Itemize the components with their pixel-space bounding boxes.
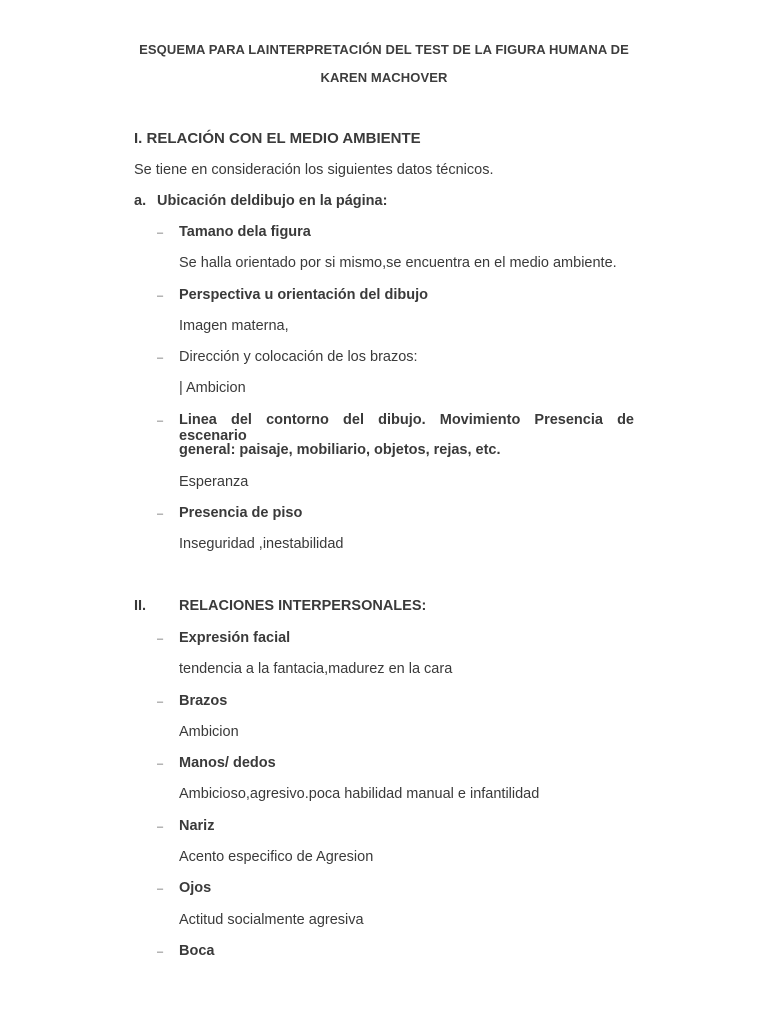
section-1-intro: Se tiene en consideración los siguientes datos técnicos. [134,162,494,178]
item-note: Esperanza [179,474,249,490]
item-label: Nariz [179,818,215,834]
item-note: Se halla orientado por si mismo,se encuentra en el medio ambiente. [179,255,617,271]
bullet-dash: – [157,290,164,302]
bullet-dash: – [157,508,164,520]
item-label: Manos/ dedos [179,755,276,771]
bullet-dash: – [157,696,164,708]
bullet-dash: – [157,352,164,364]
item-note: Acento especifico de Agresion [179,849,374,865]
item-note: Actitud socialmente agresiva [179,912,364,928]
item-label: Boca [179,943,215,959]
section-1-heading: I. RELACIÓN CON EL MEDIO AMBIENTE [134,130,421,147]
bullet-dash: – [157,883,164,895]
document-title-line-2: KAREN MACHOVER [320,70,448,85]
section-2-marker: II. [134,598,147,614]
bullet-dash: – [157,415,164,427]
subsection-a-title: Ubicación deldibujo en la página: [157,193,388,209]
item-note: Inseguridad ,inestabilidad [179,536,344,552]
bullet-dash: – [157,758,164,770]
item-label: Brazos [179,693,228,709]
item-label: Presencia de piso [179,505,303,521]
section-2-heading: RELACIONES INTERPERSONALES: [179,598,427,614]
item-note: tendencia a la fantacia,madurez en la cara [179,661,453,677]
bullet-dash: – [157,821,164,833]
item-label: Dirección y colocación de los brazos: [179,349,418,365]
item-label: Ojos [179,880,212,896]
item-label: Perspectiva u orientación del dibujo [179,287,428,303]
bullet-dash: – [157,633,164,645]
item-note: Ambicioso,agresivo.poca habilidad manual e infantilidad [179,786,540,802]
item-note: Imagen materna, [179,318,289,334]
subsection-a-marker: a. [134,193,147,209]
bullet-dash: – [157,946,164,958]
item-note: | Ambicion [179,380,246,396]
bullet-dash: – [157,227,164,239]
document-title-line-1: ESQUEMA PARA LAINTERPRETACIÓN DEL TEST DE LA FIGURA HUMANA DE [139,42,629,57]
item-label: Linea del contorno del dibujo. Movimiento Presencia de escenario [179,412,634,444]
item-label: Expresión facial [179,630,291,646]
item-note: Ambicion [179,724,239,740]
item-label: Tamano dela figura [179,224,311,240]
item-label-continued: general: paisaje, mobiliario, objetos, rejas, etc. [179,442,501,458]
